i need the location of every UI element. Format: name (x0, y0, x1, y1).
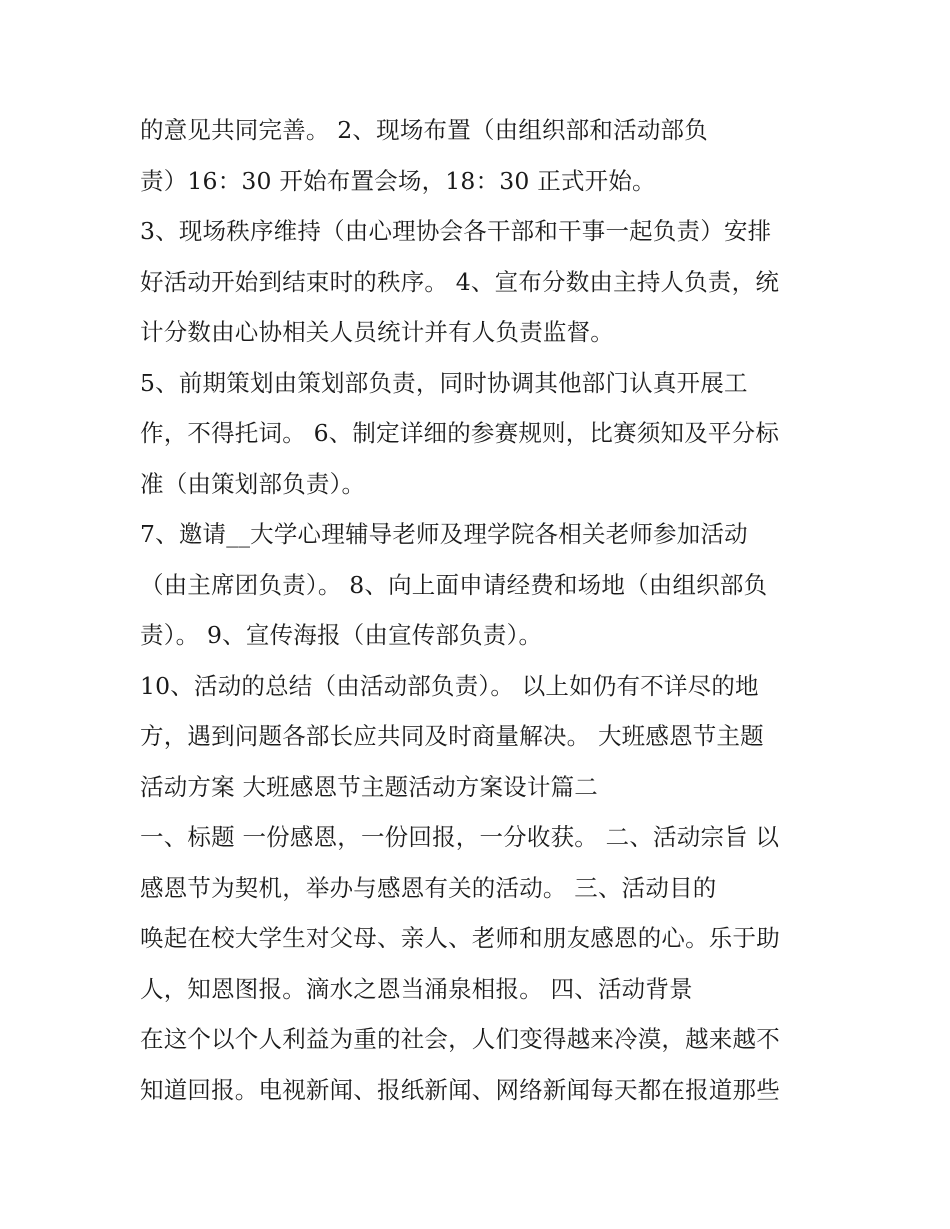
text-line: 唤起在校大学生对父母、亲人、老师和朋友感恩的心。乐于助 (140, 924, 780, 952)
text-line: 在这个以个人利益为重的社会，人们变得越来冷漠，越来越不 (140, 1025, 780, 1053)
text-line: 一、标题 一份感恩，一份回报，一分收获。 二、活动宗旨 以 (140, 823, 780, 851)
text-line: 3、现场秩序维持（由心理协会各干部和干事一起负责）安排 (140, 217, 772, 245)
text-line: 计分数由心协相关人员统计并有人负责监督。 (140, 318, 614, 346)
text-line: 好活动开始到结束时的秩序。 4、宣布分数由主持人负责，统 (140, 268, 780, 296)
text-line: 活动方案 大班感恩节主题活动方案设计篇二 (140, 773, 598, 801)
text-line: 方，遇到问题各部长应共同及时商量解决。 大班感恩节主题 (140, 722, 764, 750)
text-line: 责）。 9、宣传海报（由宣传部负责）。 (140, 621, 543, 649)
text-line: 作，不得托词。 6、制定详细的参赛规则，比赛须知及平分标 (140, 419, 780, 447)
text-line: 人，知恩图报。滴水之恩当涌泉相报。 四、活动背景 (140, 975, 693, 1003)
text-line: 5、前期策划由策划部负责，同时协调其他部门认真开展工 (140, 369, 748, 397)
text-line: 7、邀请__大学心理辅导老师及理学院各相关老师参加活动 (140, 520, 748, 548)
text-line: 知道回报。电视新闻、报纸新闻、网络新闻每天都在报道那些 (140, 1076, 780, 1104)
text-line: 准（由策划部负责）。 (140, 470, 366, 498)
text-line: （由主席团负责）。 8、向上面申请经费和场地（由组织部负 (140, 571, 768, 599)
text-line: 的意见共同完善。 2、现场布置（由组织部和活动部负 (140, 116, 708, 144)
text-line: 10、活动的总结（由活动部负责）。 以上如仍有不详尽的地 (140, 672, 759, 700)
text-line: 责）16：30 开始布置会场，18：30 正式开始。 (140, 167, 656, 195)
text-line: 感恩节为契机，举办与感恩有关的活动。 三、活动目的 (140, 874, 717, 902)
